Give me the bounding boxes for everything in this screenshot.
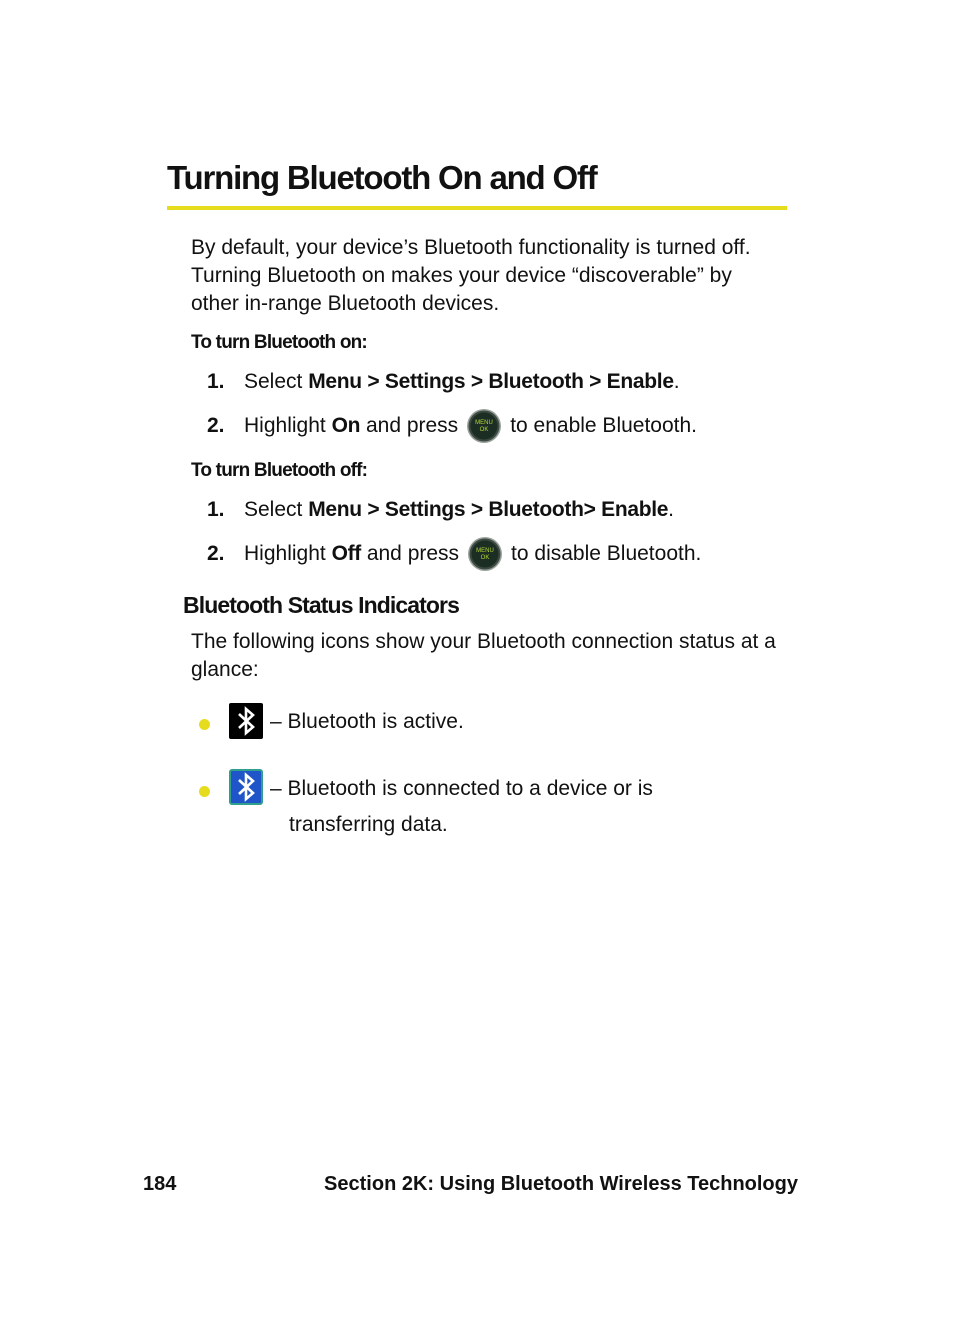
step-text: Select Menu > Settings > Bluetooth> Enable. — [244, 498, 675, 521]
step-text: Highlight On and press — [244, 414, 459, 437]
turn-off-step-2 — [207, 534, 701, 574]
page-title: Turning Bluetooth On and Off — [167, 159, 597, 196]
step-text: Highlight Off and press — [244, 542, 460, 565]
step-number: 1. — [207, 370, 225, 393]
option-name: Off — [331, 542, 361, 565]
menu-path: Menu > Settings > Bluetooth> Enable — [308, 498, 669, 521]
svg-text:OK: OK — [479, 427, 489, 433]
title-underline — [167, 206, 787, 210]
svg-text:MENU: MENU — [475, 420, 494, 426]
indicator-connected-text-line2: transferring data. — [289, 813, 448, 836]
page-number: 184 — [143, 1173, 177, 1195]
indicator-active-text: – Bluetooth is active. — [270, 710, 464, 733]
step-number: 1. — [207, 498, 225, 521]
bluetooth-active-icon — [229, 703, 263, 739]
intro-paragraph: By default, your device’s Bluetooth functionality is turned off. Turning Bluetooth on makes your device “discoverable” by other in-range Bluetooth devices. — [191, 236, 751, 315]
turn-off-heading: To turn Bluetooth off: — [191, 460, 368, 481]
turn-on-step-2 — [207, 406, 697, 446]
step-number: 2. — [207, 542, 225, 565]
svg-text:MENU: MENU — [476, 548, 494, 554]
step-text-end: to enable Bluetooth. — [510, 414, 698, 437]
svg-text:OK: OK — [480, 555, 490, 561]
option-name: On — [331, 414, 361, 437]
menu-path: Menu > Settings > Bluetooth > Enable — [308, 370, 674, 393]
step-text: Select Menu > Settings > Bluetooth > Enable. — [244, 370, 680, 393]
turn-on-step-1 — [207, 362, 680, 402]
step-text-end: to disable Bluetooth. — [511, 542, 702, 565]
menu-ok-key-icon — [467, 536, 503, 572]
footer-section-label: Section 2K: Using Bluetooth Wireless Technology — [324, 1173, 798, 1195]
status-description: The following icons show your Bluetooth connection status at a glance: — [191, 630, 776, 681]
bullet-dot — [199, 719, 210, 730]
bluetooth-connected-icon — [229, 769, 263, 805]
turn-off-step-1 — [207, 490, 674, 530]
menu-ok-key-icon — [466, 408, 502, 444]
status-indicators-heading: Bluetooth Status Indicators — [183, 592, 459, 618]
turn-on-heading: To turn Bluetooth on: — [191, 332, 367, 353]
bullet-dot — [199, 786, 210, 797]
step-number: 2. — [207, 414, 225, 437]
indicator-connected-text-line1: – Bluetooth is connected to a device or is — [270, 777, 653, 800]
